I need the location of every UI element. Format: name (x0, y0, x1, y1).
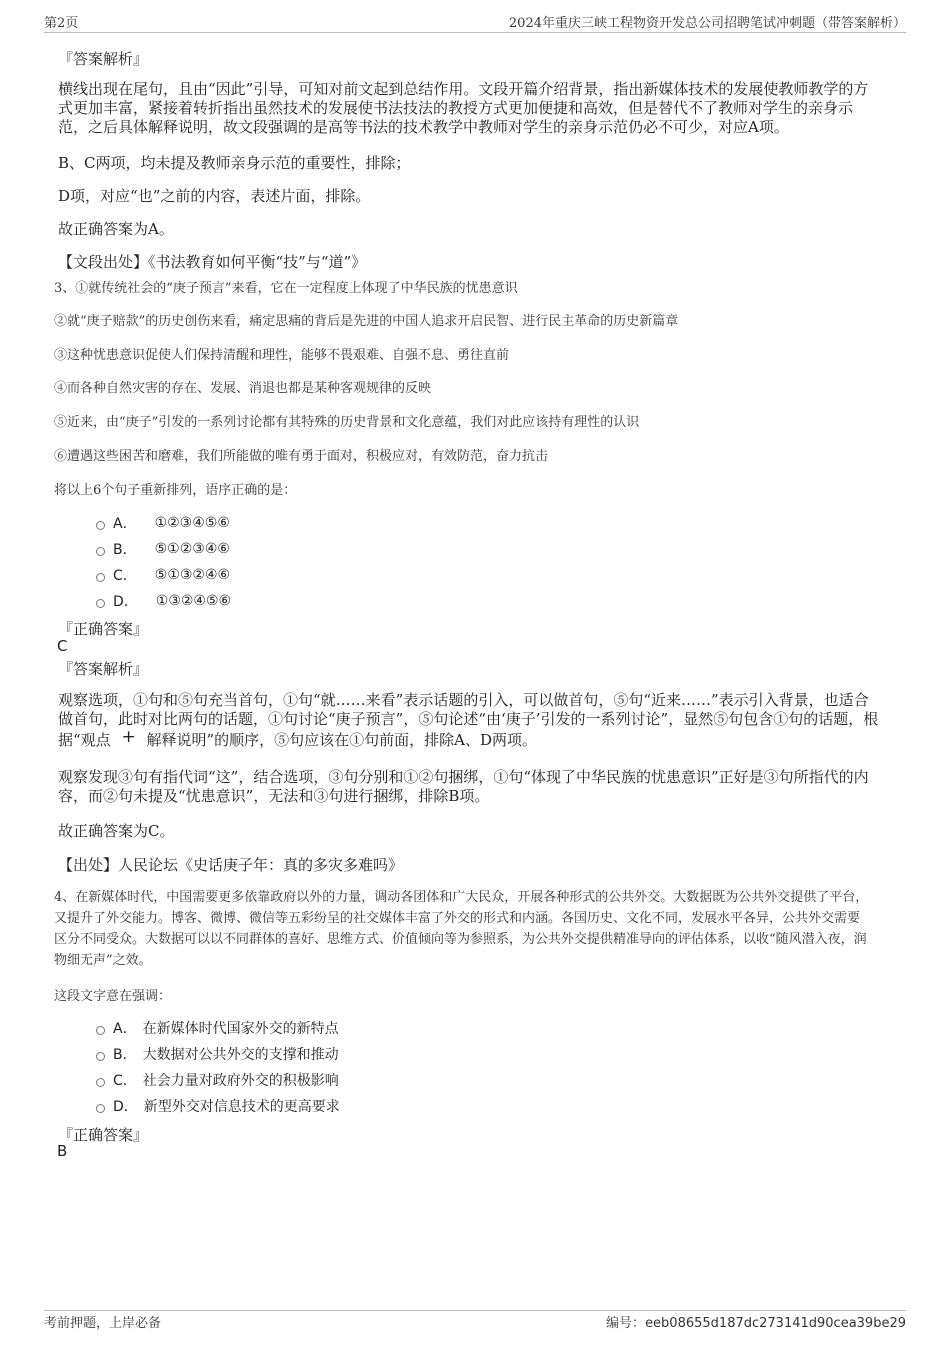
document-code (606, 1312, 906, 1339)
option-a[interactable] (96, 1018, 339, 1038)
sentence-item: ⑤近来，由“庚子”引发的一系列讨论都有其特殊的历史背景和文化意蕴，我们对此应该持有理性的认识 (54, 415, 640, 430)
option-c[interactable] (96, 565, 230, 585)
document-title: 2024年重庆三峡工程物资开发总公司招聘笔试冲刺题（带答案解析） (508, 16, 906, 31)
question-prompt: 将以上6个句子重新排列，语序正确的是： (54, 483, 297, 498)
analysis-paragraph: B、C两项，均未提及教师亲身示范的重要性，排除； (58, 154, 411, 172)
text-line: 观察发现③句有指代词“这”，结合选项，③句分别和①②句捆绑，①句“体现了中华民族的忧患意识”正好是③句所指代的内 (58, 768, 869, 786)
page-header (44, 12, 906, 33)
text-segment: 据“观点 (58, 731, 111, 749)
source-citation: 【出处】人民论坛《史话庚子年：真的多灾多难吗》 (58, 856, 404, 874)
correct-answer-value: B (57, 1142, 68, 1160)
text-line: 做首句，此时对比两句的话题，①句讨论“庚子预言”，⑤句论述“由‘庚子’引发的一系列讨论”，显然⑤句包含①句的话题，根 (58, 710, 879, 728)
analysis-paragraph: D项，对应“也”之前的内容，表述片面，排除。 (58, 187, 371, 205)
text-line: 4、在新媒体时代，中国需要更多依靠政府以外的力量，调动各团体和广大民众，开展各种形式的公共外交。大数据既为公共外交提供了平台， (54, 890, 869, 905)
option-letter: C． (113, 1073, 137, 1089)
radio-button[interactable] (96, 521, 105, 530)
option-text: ⑤①③②④⑥ (154, 567, 231, 583)
text-line (58, 727, 888, 750)
page-number: 第2页 (44, 16, 79, 31)
analysis-paragraph (58, 768, 888, 806)
text-segment: 解释说明”的顺序，⑤句应该在①句前面，排除A、D两项。 (146, 731, 538, 749)
source-citation: 【文段出处】《书法教育如何平衡“技”与“道”》 (58, 253, 367, 271)
option-text: ①②③④⑤⑥ (154, 515, 230, 531)
option-letter: B． (113, 1047, 137, 1063)
conclusion-text: 故正确答案为C。 (58, 822, 175, 840)
radio-button[interactable] (96, 547, 105, 556)
text-line: 范，之后具体解释说明，故文段强调的是高等书法的技术教学中教师对学生的亲身示范仍必不可少，对应A项。 (58, 118, 789, 136)
option-d[interactable] (96, 591, 231, 611)
analysis-paragraph (58, 80, 888, 137)
question-stem (54, 887, 899, 971)
option-letter: C． (113, 568, 137, 584)
analysis-label: 『答案解析』 (58, 50, 149, 68)
plus-symbol: + (121, 727, 136, 747)
radio-button[interactable] (96, 1052, 105, 1061)
option-text: 社会力量对政府外交的积极影响 (142, 1073, 339, 1089)
option-d[interactable] (96, 1096, 340, 1116)
sentence-item: ③这种忧患意识促使人们保持清醒和理性，能够不畏艰难、自强不息、勇往直前 (54, 348, 510, 363)
option-letter: D． (113, 594, 138, 610)
question-prompt: 这段文字意在强调： (54, 989, 172, 1004)
text-line: 观察选项，①句和⑤句充当首句，①句“就……来看”表示话题的引入，可以做首句，⑤句“近来……”表示引入背景，也适合 (58, 691, 869, 709)
option-letter: B． (113, 542, 137, 558)
footer-slogan: 考前押题，上岸必备 (44, 1316, 162, 1331)
option-letter: A． (113, 1021, 137, 1037)
text-line: 容，而②句未提及“忧患意识”，无法和③句进行捆绑，排除B项。 (58, 787, 490, 805)
code-label: 编号： (606, 1316, 646, 1331)
analysis-label: 『答案解析』 (58, 660, 149, 678)
page-footer (44, 1310, 906, 1339)
sentence-item: ⑥遭遇这些困苦和磨难，我们所能做的唯有勇于面对，积极应对，有效防范，奋力抗击 (54, 449, 549, 464)
option-text: 新型外交对信息技术的更高要求 (143, 1099, 340, 1115)
sentence-item: ②就“庚子赔款”的历史创伤来看，痛定思痛的背后是先进的中国人追求开启民智、进行民主革命的历史新篇章 (54, 314, 679, 329)
option-letter: D． (113, 1099, 138, 1115)
option-text: 大数据对公共外交的支撑和推动 (142, 1047, 339, 1063)
analysis-paragraph (58, 691, 888, 750)
code-value: eeb08655d187dc273141d90cea39be29 (645, 1316, 906, 1331)
correct-answer-value: C (57, 637, 68, 655)
radio-button[interactable] (96, 1026, 105, 1035)
radio-button[interactable] (96, 599, 105, 608)
text-line: 又提升了外交能力。博客、微博、微信等五彩纷呈的社交媒体丰富了外交的形式和内涵。各国历史、文化不同，发展水平各异，公共外交需要 (54, 911, 861, 926)
option-b[interactable] (96, 539, 230, 559)
option-text: 在新媒体时代国家外交的新特点 (142, 1021, 339, 1037)
question-stem: 3、①就传统社会的“庚子预言”来看，它在一定程度上体现了中华民族的忧患意识 (54, 281, 518, 296)
option-b[interactable] (96, 1044, 339, 1064)
conclusion-text: 故正确答案为A。 (58, 220, 174, 238)
option-text: ①③②④⑤⑥ (155, 593, 232, 609)
correct-answer-label: 『正确答案』 (58, 1126, 149, 1144)
text-line: 横线出现在尾句，且由“因此”引导，可知对前文起到总结作用。文段开篇介绍背景，指出新媒体技术的发展使教师教学的方 (58, 80, 869, 98)
radio-button[interactable] (96, 1078, 105, 1087)
text-line: 式更加丰富，紧接着转折指出虽然技术的发展使书法技法的教授方式更加便捷和高效，但是替代不了教师对学生的亲身示 (58, 99, 854, 117)
radio-button[interactable] (96, 573, 105, 582)
text-line: 物细无声”之效。 (54, 953, 152, 968)
text-line: 区分不同受众。大数据可以以不同群体的喜好、思维方式、价值倾向等为参照系，为公共外交提供精准导向的评估体系，以收“随风潜入夜，润 (54, 932, 867, 947)
option-c[interactable] (96, 1070, 339, 1090)
option-a[interactable] (96, 513, 230, 533)
correct-answer-label: 『正确答案』 (58, 620, 149, 638)
option-letter: A． (113, 516, 137, 532)
sentence-item: ④而各种自然灾害的存在、发展、消退也都是某种客观规律的反映 (54, 381, 432, 396)
option-text: ⑤①②③④⑥ (154, 541, 230, 557)
radio-button[interactable] (96, 1104, 105, 1113)
